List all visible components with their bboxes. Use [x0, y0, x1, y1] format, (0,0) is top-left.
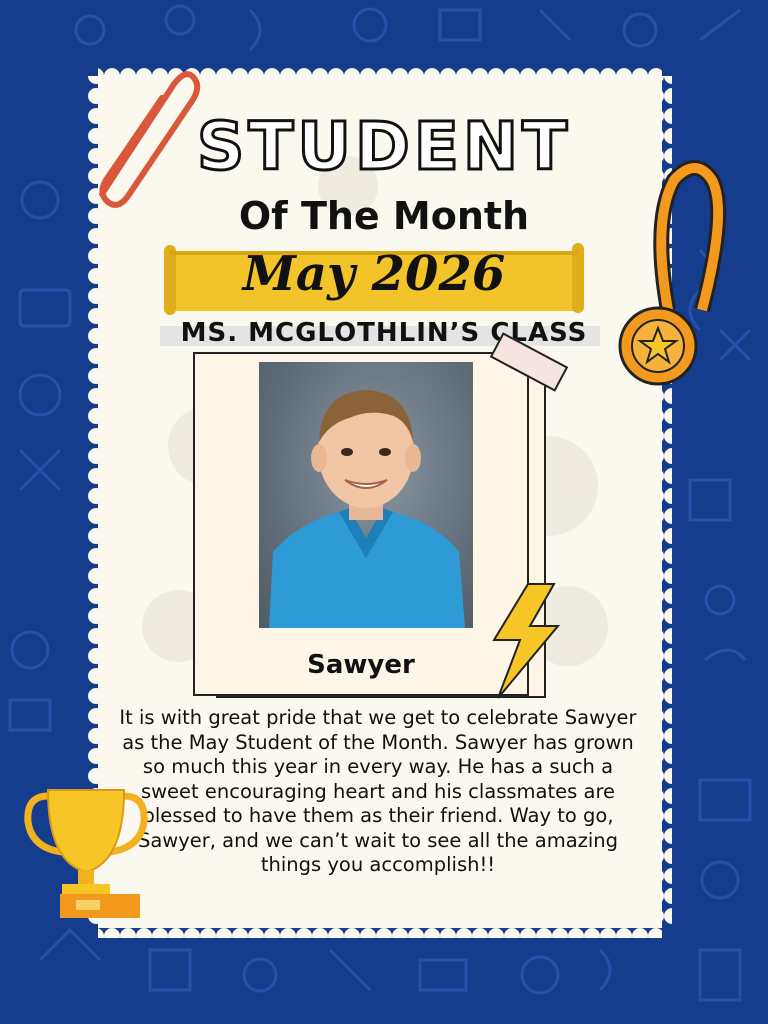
- class-label: MS. MCGLOTHLIN’S CLASS: [180, 318, 588, 348]
- poster-title: STUDENT: [196, 108, 572, 185]
- student-name: Sawyer: [307, 650, 415, 680]
- trophy-icon: [22, 782, 150, 922]
- month-label: May 2026: [242, 246, 506, 302]
- poster-subtitle: Of The Month: [238, 194, 530, 238]
- student-portrait: [259, 362, 473, 628]
- paperclip-icon: [82, 64, 202, 214]
- student-message: It is with great pride that we get to celebrate Sawyer as the May Student of the Month. Sawyer has grown so much this year in every way. He has a such a sweet encouraging heart and his classmates are blessed to have them as their friend. Way to go, Sawyer, and we can’t wait to see all the amazing things you accomplish!!: [119, 706, 637, 876]
- lightning-bolt-icon: [488, 582, 564, 700]
- medal-icon: [612, 160, 738, 388]
